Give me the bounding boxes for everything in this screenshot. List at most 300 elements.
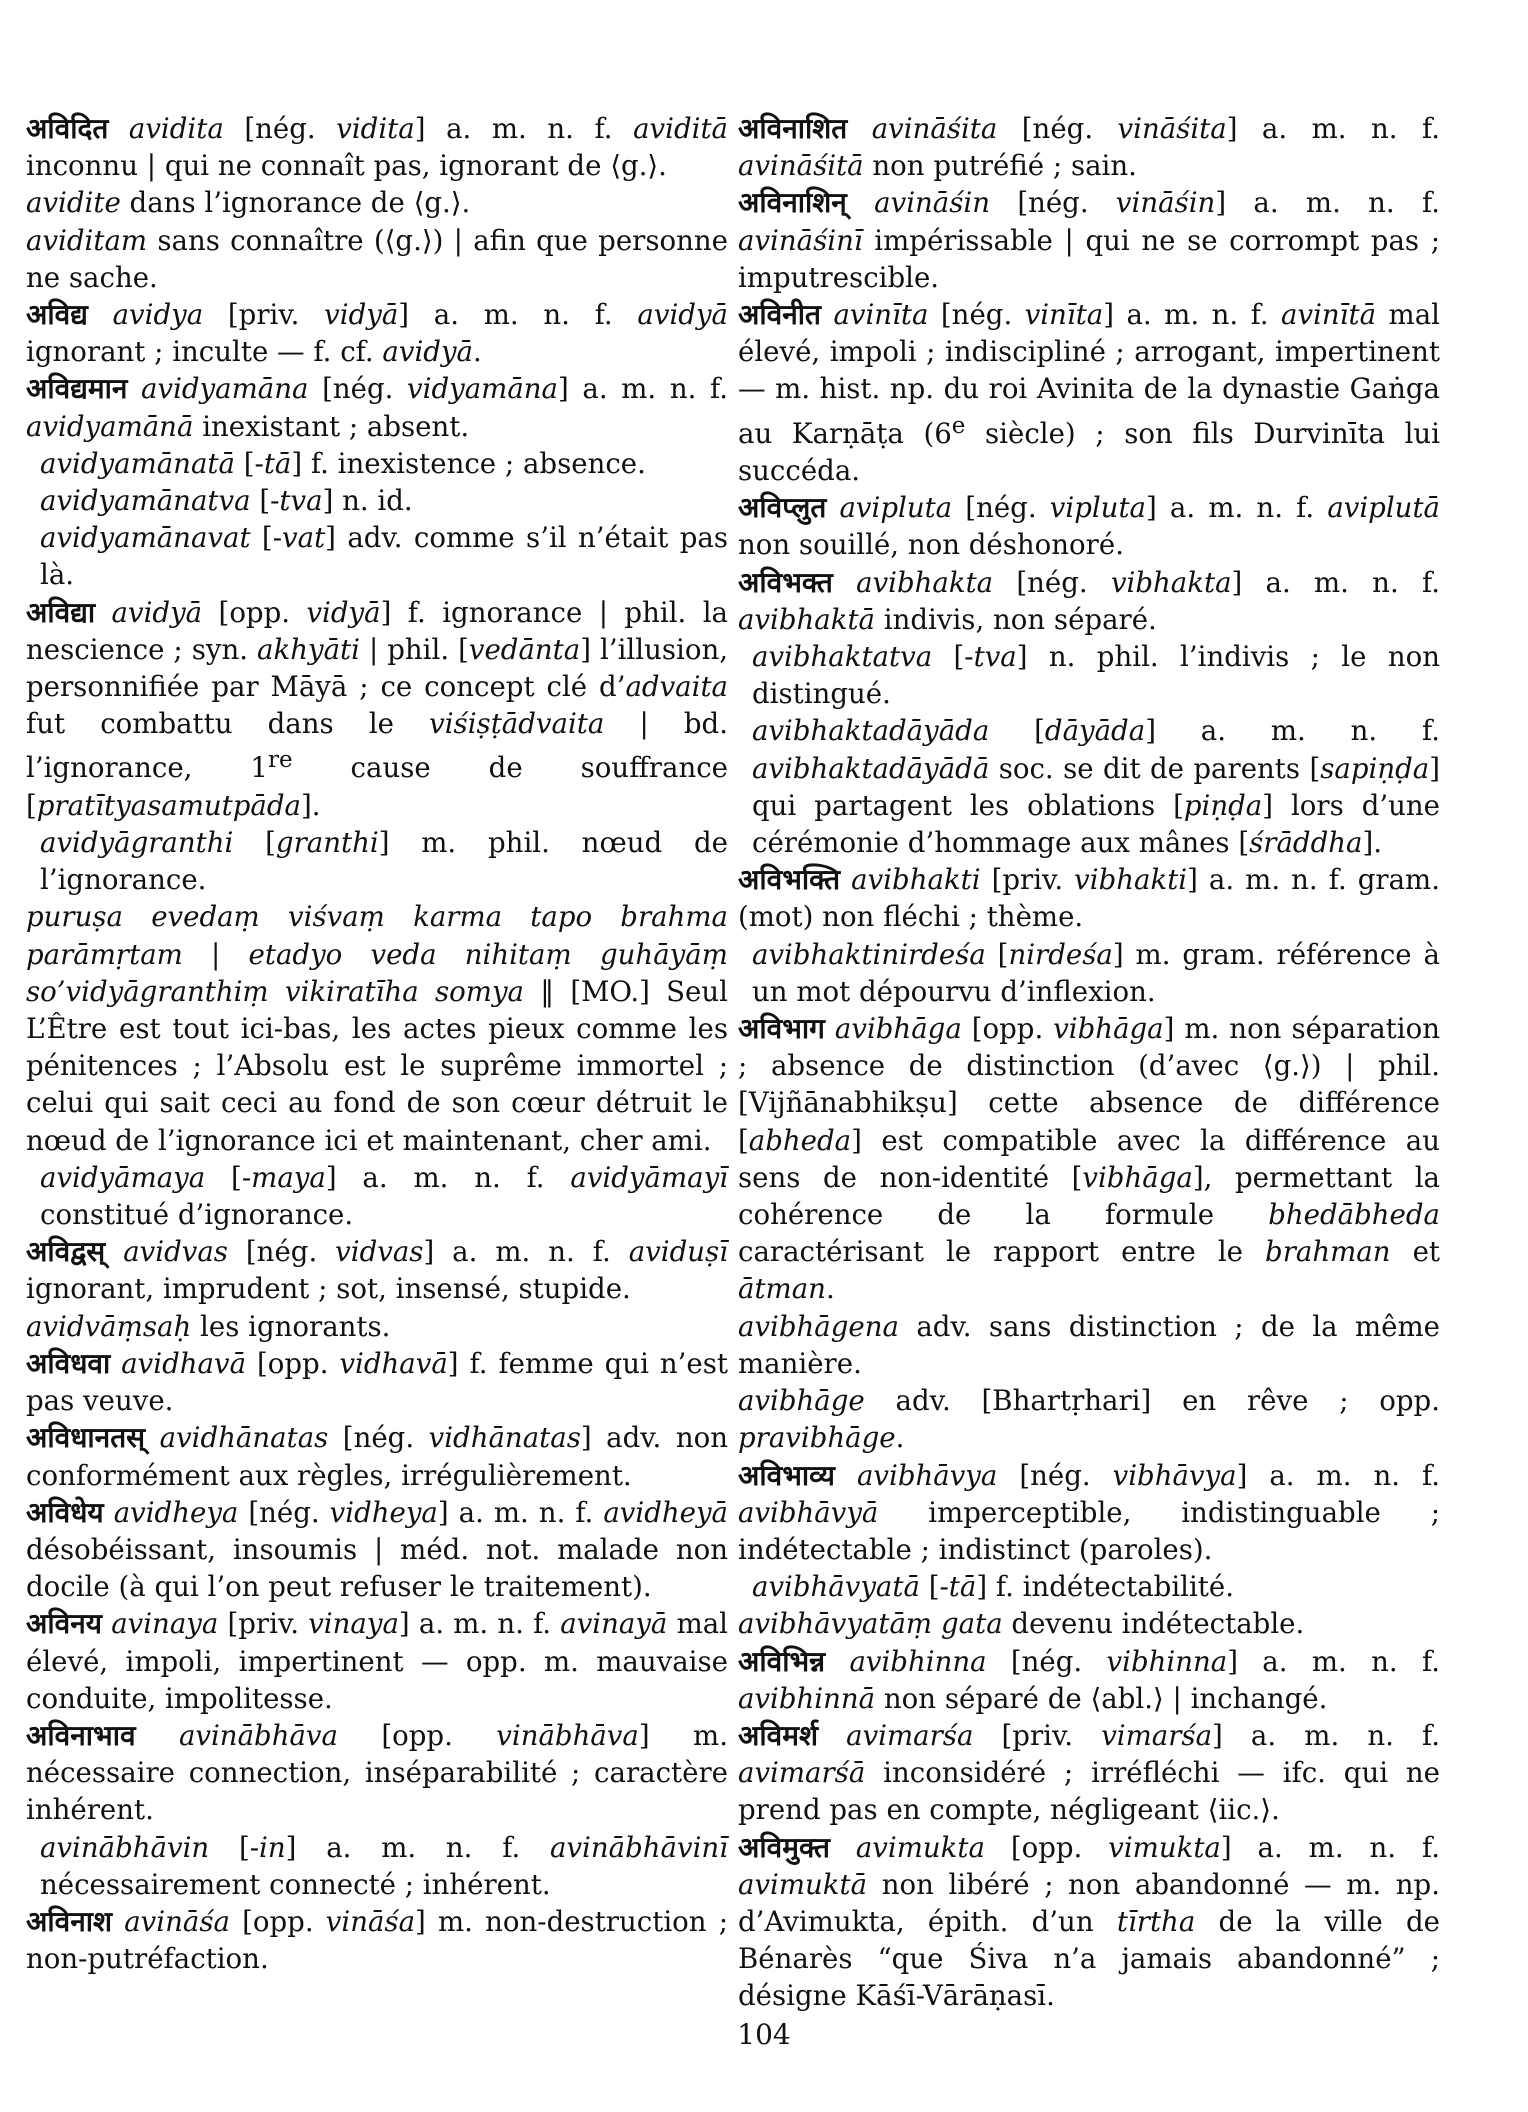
dictionary-entry <box>738 1643 1440 1717</box>
entry-text <box>830 1831 856 1864</box>
entry-text: [nég. <box>227 1235 336 1269</box>
entry-text: ]. <box>1362 826 1383 860</box>
italic-text: akhyāti <box>257 632 360 666</box>
entry-text <box>833 566 856 599</box>
dictionary-entry <box>26 1494 728 1606</box>
dictionary-subentry <box>738 712 1440 861</box>
entry-text: ] a. m. n. f. <box>1103 298 1282 332</box>
entry-text: [- <box>205 1160 252 1194</box>
devanagari-headword: अविनाशिन् <box>738 186 847 220</box>
entry-text: désobéissant, insoumis | méd. not. malade non docile (à qui l’on peut refuser le traitement). <box>26 1532 728 1604</box>
italic-text: advaita <box>625 670 728 704</box>
devanagari-headword: अविभिन्न <box>738 1644 826 1678</box>
dictionary-entry <box>738 489 1440 563</box>
entry-text: ] f. inexistence ; absence. <box>291 446 646 480</box>
italic-text: śrāddha <box>1249 826 1363 860</box>
entry-text <box>840 863 851 896</box>
entry-text: indivis, non séparé. <box>875 602 1157 636</box>
italic-text: avinābhāvin <box>40 1830 210 1864</box>
dictionary-entry <box>26 110 728 184</box>
entry-text: non libéré ; non abandonné — m. np. d’Avimukta, épith. d’un <box>738 1867 1440 1938</box>
italic-text: avimarśa <box>846 1718 974 1752</box>
entry-text: [opp. <box>229 1904 326 1938</box>
entry-text: ] a. m. n. f. <box>1145 714 1440 748</box>
page-number: 104 <box>737 2018 791 2051</box>
dictionary-entry <box>738 1829 1440 2015</box>
entry-text: ] a. m. n. f. gram. (mot) non fléchi ; thème. <box>738 863 1440 934</box>
entry-text: [nég. <box>986 1644 1107 1678</box>
italic-text: avidyamānatā <box>40 446 235 480</box>
italic-text: vibhāvya <box>1112 1458 1237 1492</box>
dictionary-entry <box>738 564 1440 638</box>
dictionary-entry <box>738 861 1440 935</box>
entry-text: ] m. gram. référence à un mot dépourvu d’inflexion. <box>752 937 1440 1008</box>
devanagari-headword: अविनाश <box>26 1904 113 1938</box>
entry-text: [nég. <box>952 491 1050 525</box>
italic-text: avibhakta <box>856 565 994 599</box>
entry-text: inconsidéré ; irréfléchi — ifc. qui ne prend pas en compte, négligeant ⟨iic.⟩. <box>738 1756 1440 1827</box>
entry-text <box>95 596 111 629</box>
italic-text: tīrtha <box>1116 1904 1196 1938</box>
italic-text: vimarśa <box>1101 1718 1213 1752</box>
entry-text: [ <box>233 826 276 860</box>
entry-text <box>104 1496 114 1529</box>
italic-text: avinābhāvinī <box>550 1830 728 1864</box>
italic-text: tva <box>279 484 323 518</box>
entry-text: caractérisant le rapport entre le <box>738 1235 1266 1269</box>
entry-text: [priv. <box>973 1718 1102 1752</box>
italic-text: nirdeśa <box>1008 937 1113 971</box>
dictionary-subentry <box>26 519 728 593</box>
devanagari-headword: अविद्वस् <box>26 1235 106 1269</box>
entry-text: ] a. m. n. f. <box>1220 1830 1440 1864</box>
entry-text: devenu indétectable. <box>1002 1607 1305 1641</box>
italic-text: aviditam <box>26 223 148 257</box>
entry-text <box>847 112 871 145</box>
entry-text: ] a. m. n. f. <box>1236 1458 1440 1492</box>
italic-text: avidyā <box>111 595 203 629</box>
italic-text: aviplutā <box>1327 491 1440 525</box>
italic-text: vedānta <box>468 632 581 666</box>
entry-text: [- <box>209 1830 260 1864</box>
devanagari-headword: अविद्यमान <box>26 372 128 406</box>
dictionary-entry <box>26 1903 728 1977</box>
devanagari-headword: अविभक्ति <box>738 863 841 897</box>
italic-text: avibhāgena <box>738 1309 899 1343</box>
entry-text: imperceptible, indistinguable ; indétectable ; indistinct (paroles). <box>738 1495 1440 1566</box>
entry-text: [opp. <box>984 1830 1109 1864</box>
italic-text: vidhavā <box>339 1346 448 1380</box>
entry-text: inconnu | qui ne connaît pas, ignorant de ⟨g.⟩. <box>26 149 667 183</box>
entry-text: ] a. m. n. f. <box>423 1235 629 1269</box>
dictionary-entry <box>26 1419 728 1493</box>
italic-text: avināśa <box>124 1904 230 1938</box>
entry-text <box>88 298 113 331</box>
entry-text: ] a. m. n. f. <box>414 112 634 145</box>
entry-text: fut combattu dans le <box>26 707 430 741</box>
entry-text <box>821 298 833 331</box>
italic-text: avidheyā <box>603 1495 728 1529</box>
italic-text: brahman <box>1265 1235 1391 1269</box>
dictionary-subentry <box>26 898 728 1158</box>
italic-text: pratītyasamutpāda <box>36 788 301 822</box>
entry-text: cause de souffrance [ <box>26 751 728 822</box>
entry-text: . <box>825 1272 835 1306</box>
devanagari-headword: अविप्लुत <box>738 491 827 525</box>
italic-text: avimarśā <box>738 1756 866 1790</box>
italic-text: avidyāgranthi <box>40 826 234 860</box>
entry-text: impérissable | qui ne se corrompt pas ; imputrescible. <box>738 223 1440 294</box>
dictionary-subentry <box>26 1829 728 1903</box>
italic-text: vidita <box>336 112 415 145</box>
devanagari-headword: अविदित <box>26 112 109 145</box>
devanagari-headword: अविद्य <box>26 298 88 332</box>
italic-text: avidyamānatva <box>40 484 251 518</box>
italic-text: vidvas <box>335 1235 424 1269</box>
italic-text: granthi <box>275 826 379 860</box>
devanagari-headword: अविभाग <box>738 1012 825 1046</box>
italic-text: vidyā <box>324 298 399 332</box>
italic-text: avibhāvyatā <box>752 1570 920 1604</box>
entry-text: [nég. <box>238 1495 330 1529</box>
entry-text: ] f. ignorance | phil. la nescience ; syn. <box>26 595 728 666</box>
italic-text: avināśinī <box>738 223 863 257</box>
entry-text: [nég. <box>928 298 1025 332</box>
entry-text: [priv. <box>980 863 1075 897</box>
italic-text: puruṣa evedaṃ viśvaṃ karma tapo brahma parāmṛtam | etadyo veda nihitaṃ guhāyāṃ so’vidyāgranthiṃ vikiratīha somya <box>26 900 728 1008</box>
italic-text: avibhāvya <box>856 1458 998 1492</box>
dictionary-entry <box>26 1605 728 1717</box>
dictionary-subentry <box>26 824 728 898</box>
dictionary-entry <box>738 1457 1440 1569</box>
italic-text: avidyāmayī <box>570 1160 728 1194</box>
entry-text <box>825 1012 835 1045</box>
italic-text: vidyamāna <box>407 372 558 406</box>
entry-text: inexistant ; absent. <box>193 409 470 443</box>
entry-text: ], permettant la cohérence de la formule <box>738 1160 1440 1232</box>
dictionary-entry <box>26 1345 728 1419</box>
italic-text: avināśin <box>874 186 991 220</box>
entry-text: adv. [Bhartṛhari] en rêve ; opp. <box>864 1384 1440 1418</box>
italic-text: abheda <box>748 1123 852 1157</box>
devanagari-headword: अविधानतस् <box>26 1421 146 1455</box>
dictionary-entry <box>26 370 728 444</box>
italic-text: avimuktā <box>738 1867 868 1901</box>
italic-text: avibhaktadāyāda <box>752 714 990 748</box>
entry-text: de la ville de Bénarès “que Śiva n’a jamais abandonné” ; désigne Kāśī-Vārāṇasī. <box>738 1904 1440 2013</box>
entry-text: [priv. <box>218 1607 309 1641</box>
entry-text <box>108 112 129 145</box>
italic-text: vināśita <box>1117 112 1227 145</box>
entry-text: ] a. m. n. f. <box>1227 1644 1440 1678</box>
devanagari-headword: अविनाशित <box>738 112 848 145</box>
italic-text: avibhakti <box>851 863 981 897</box>
dictionary-subentry <box>26 1308 728 1345</box>
dictionary-subentry <box>738 1382 1440 1456</box>
entry-text: . <box>473 335 482 369</box>
italic-text: pravibhāge <box>738 1421 896 1455</box>
italic-text: vidyā <box>306 595 381 629</box>
entry-text: ] a. m. n. f. <box>398 298 638 332</box>
dictionary-entry <box>26 296 728 370</box>
dictionary-entry <box>738 1717 1440 1829</box>
italic-text: vipluta <box>1049 491 1146 525</box>
entry-text: ] m. nécessaire connection, inséparabilité ; caractère inhérent. <box>26 1718 728 1827</box>
italic-text: tā <box>948 1570 977 1604</box>
superscript-text: re <box>267 747 293 774</box>
devanagari-headword: अविनय <box>26 1607 102 1641</box>
entry-text: soc. se dit de parents [ <box>989 751 1321 785</box>
italic-text: avibhāvyā <box>738 1495 879 1529</box>
entry-text: [opp. <box>202 595 307 629</box>
entry-text: ignorant, imprudent ; sot, insensé, stupide. <box>26 1272 631 1306</box>
devanagari-headword: अविमर्श <box>738 1718 818 1752</box>
entry-text <box>102 1607 111 1640</box>
italic-text: bhedābheda <box>1268 1198 1440 1232</box>
italic-text: avidyā <box>382 335 473 369</box>
italic-text: avibhaktā <box>738 602 876 636</box>
italic-text: vibhakti <box>1074 863 1188 897</box>
entry-text: ] n. phil. l’indivis ; le non distingué. <box>752 640 1440 711</box>
entry-text: [nég. <box>328 1421 429 1455</box>
entry-text: [nég. <box>997 1458 1113 1492</box>
devanagari-headword: अविभक्त <box>738 565 833 599</box>
entry-text <box>818 1719 846 1752</box>
entry-text: non séparé de ⟨abl.⟩ | inchangé. <box>875 1681 1328 1715</box>
entry-text: mal élevé, impoli ; indiscipliné ; arrogant, impertinent — m. hist. np. du roi Avinita de la dynastie Gaṅga au Karṇāṭa (6 <box>738 298 1440 450</box>
entry-text: . <box>895 1421 905 1455</box>
entry-text <box>127 372 141 405</box>
entry-text: ] a. m. n. f. <box>1231 565 1440 599</box>
entry-text: ] m. non-destruction ; non-putréfaction. <box>26 1904 728 1976</box>
entry-text: ] a. m. n. f. <box>325 1160 571 1194</box>
devanagari-headword: अविनीत <box>738 298 821 332</box>
dictionary-entry <box>26 1717 728 1829</box>
italic-text: viśiṣṭādvaita <box>429 707 605 741</box>
italic-text: avidhānatas <box>159 1421 329 1455</box>
italic-text: vibhinna <box>1106 1644 1228 1678</box>
italic-text: avidita <box>128 112 224 145</box>
devanagari-headword: अविधवा <box>26 1346 111 1380</box>
entry-text <box>112 1905 124 1938</box>
entry-text: [priv. <box>203 298 325 332</box>
dictionary-entry <box>738 296 1440 489</box>
italic-text: avibhāga <box>834 1012 962 1046</box>
entry-text: ] f. femme qui n’est pas veuve. <box>26 1346 728 1418</box>
italic-text: avidyāmaya <box>40 1160 206 1194</box>
dictionary-entry <box>738 184 1440 296</box>
entry-text: constitué d’ignorance. <box>40 1198 354 1232</box>
dictionary-subentry <box>26 184 728 221</box>
italic-text: tā <box>263 446 292 480</box>
italic-text: avinītā <box>1281 298 1377 332</box>
italic-text: avinayā <box>560 1607 668 1641</box>
dictionary-entry <box>738 1010 1440 1308</box>
entry-text: ] a. m. n. f. <box>398 1607 561 1641</box>
entry-text: ] lors d’une cérémonie d’hommage aux mânes [ <box>752 788 1441 860</box>
dictionary-subentry <box>26 482 728 519</box>
entry-text <box>105 1235 123 1268</box>
italic-text: avidite <box>26 186 121 220</box>
italic-text: aviduṣī <box>628 1235 728 1269</box>
italic-text: vibhāga <box>1082 1160 1193 1194</box>
italic-text: avibhaktatva <box>752 640 933 674</box>
italic-text: avidvas <box>123 1235 228 1269</box>
entry-text <box>110 1347 121 1380</box>
italic-text: avidyamānavat <box>40 521 251 555</box>
italic-text: ātman <box>738 1272 826 1306</box>
entry-text <box>825 1645 849 1678</box>
entry-text: [- <box>932 640 974 674</box>
entry-text: nécessairement connecté ; inhérent. <box>40 1867 551 1901</box>
italic-text: dāyāda <box>1044 714 1146 748</box>
dictionary-subentry <box>738 638 1440 712</box>
italic-text: vidheya <box>329 1495 438 1529</box>
entry-text: [- <box>234 446 264 480</box>
italic-text: avinaya <box>111 1607 219 1641</box>
italic-text: avinīta <box>833 298 929 332</box>
italic-text: avināśitā <box>738 149 864 183</box>
entry-text: ] a. m. n. f. <box>1146 491 1328 525</box>
italic-text: sapiṇḍa <box>1320 751 1430 785</box>
entry-text: [ <box>985 937 1009 971</box>
dictionary-subentry <box>738 1605 1440 1642</box>
entry-text <box>835 1459 857 1492</box>
entry-text: [opp. <box>246 1346 340 1380</box>
entry-text: ]. <box>300 788 321 822</box>
italic-text: avibhāge <box>738 1384 865 1418</box>
entry-text: | bd. l’ignorance, 1 <box>26 707 728 785</box>
italic-text: piṇḍa <box>1183 788 1263 822</box>
entry-text: [ <box>989 714 1045 748</box>
entry-text: mal élevé, impoli, impertinent — opp. m. mauvaise conduite, impolitesse. <box>26 1607 729 1715</box>
entry-text: | phil. [ <box>359 632 469 666</box>
right-column <box>738 110 1440 2015</box>
entry-text: ] a. m. n. f. <box>437 1495 604 1529</box>
entry-text: et <box>1390 1235 1440 1269</box>
italic-text: avidyā <box>637 298 728 332</box>
italic-text: avibhaktadāyādā <box>752 751 990 785</box>
entry-text: [- <box>919 1570 949 1604</box>
entry-text: sans connaître (⟨g.⟩) | afin que personne ne sache. <box>26 223 728 294</box>
entry-text: ] a. m. n. f. <box>1215 186 1440 220</box>
entry-text: [nég. <box>997 112 1118 145</box>
entry-text: ] est compatible avec la différence au sens de non-identité [ <box>738 1123 1440 1194</box>
italic-text: avimukta <box>855 1830 985 1864</box>
entry-text: ] f. indétectabilité. <box>976 1570 1234 1604</box>
italic-text: vat <box>282 521 326 555</box>
italic-text: vibhakta <box>1110 565 1232 599</box>
entry-text: ] a. m. n. f. <box>1212 1718 1440 1752</box>
entry-text: [nég. <box>308 372 408 406</box>
dictionary-entry <box>738 110 1440 184</box>
superscript-text: e <box>951 412 966 439</box>
entry-text: ] m. non séparation ; absence de distinction (d’avec ⟨g.⟩) | phil. [Vijñānabhikṣu] cette absence de différence [ <box>738 1012 1440 1157</box>
entry-text: ] m. phil. nœud de l’ignorance. <box>40 826 728 897</box>
italic-text: vināśa <box>325 1904 416 1938</box>
entry-text: adv. sans distinction ; de la même manière. <box>738 1309 1440 1380</box>
italic-text: avibhaktinirdeśa <box>752 937 986 971</box>
dictionary-subentry <box>26 445 728 482</box>
italic-text: vibhāga <box>1053 1012 1164 1046</box>
dictionary-entry <box>26 594 728 824</box>
devanagari-headword: अविद्या <box>26 595 96 629</box>
entry-text <box>136 1719 179 1752</box>
entry-text: les ignorants. <box>191 1309 391 1343</box>
entry-text: [- <box>250 521 283 555</box>
entry-text: [nég. <box>993 565 1111 599</box>
entry-text: ] qui partagent les oblations [ <box>752 751 1440 822</box>
italic-text: avidyamānā <box>26 409 194 443</box>
italic-text: avidvāṃsaḥ <box>26 1309 192 1343</box>
italic-text: vināśin <box>1115 186 1216 220</box>
entry-text: siècle) ; son fils Durvinīta lui succéda. <box>738 416 1441 488</box>
italic-text: avibhinnā <box>738 1681 876 1715</box>
italic-text: vinaya <box>308 1607 399 1641</box>
entry-text: ] l’illusion, personnifiée par Māyā ; ce concept clé d’ <box>26 632 728 704</box>
entry-text: ] a. m. n. f. <box>285 1830 550 1864</box>
italic-text: in <box>259 1830 286 1864</box>
dictionary-subentry <box>738 936 1440 1010</box>
entry-text: non souillé, non déshonoré. <box>738 528 1124 562</box>
italic-text: avibhinna <box>849 1644 987 1678</box>
italic-text: avidheya <box>113 1495 239 1529</box>
entry-text: ] a. m. n. f. <box>1226 112 1440 145</box>
entry-text: ignorant ; inculte — f. cf. <box>26 335 383 369</box>
dictionary-subentry <box>26 222 728 296</box>
dictionary-entry <box>26 1233 728 1307</box>
entry-text: ] adv. comme s’il n’était pas là. <box>40 521 728 592</box>
entry-text: non putréfié ; sain. <box>863 149 1137 183</box>
entry-text <box>145 1421 160 1454</box>
entry-text: [nég. <box>990 186 1116 220</box>
italic-text: vimukta <box>1108 1830 1221 1864</box>
entry-text <box>847 186 874 219</box>
left-column <box>26 110 728 1977</box>
italic-text: maya <box>251 1160 326 1194</box>
italic-text: aviditā <box>633 112 728 145</box>
entry-text: [nég. <box>223 112 337 145</box>
italic-text: vinābhāva <box>496 1718 639 1752</box>
devanagari-headword: अविभाव्य <box>738 1458 835 1492</box>
devanagari-headword: अविमुक्त <box>738 1830 830 1864</box>
italic-text: avipluta <box>839 491 953 525</box>
entry-text: ‖ [MO.] Seul L’Être est tout ici-bas, les actes pieux comme les pénitences ; l’Absolu est le suprême immortel ; celui qui sait ceci au fond de son cœur détruit le nœud de l’ignorance ici et maintenant, cher ami. <box>26 974 728 1157</box>
italic-text: avināśita <box>871 112 998 145</box>
dictionary-subentry <box>738 1308 1440 1382</box>
italic-text: vidhānatas <box>428 1421 581 1455</box>
italic-text: avinābhāva <box>178 1718 338 1752</box>
italic-text: tva <box>973 640 1017 674</box>
italic-text: vinīta <box>1024 298 1104 332</box>
italic-text: avidhavā <box>121 1346 247 1380</box>
dictionary-subentry <box>738 1568 1440 1605</box>
entry-text: ] a. m. n. f. <box>558 372 728 406</box>
italic-text: avibhāvyatāṃ gata <box>738 1607 1003 1641</box>
entry-text: dans l’ignorance de ⟨g.⟩. <box>120 186 471 220</box>
entry-text: [opp. <box>961 1012 1054 1046</box>
entry-text <box>826 491 839 524</box>
dictionary-subentry <box>26 1159 728 1233</box>
italic-text: avidyamāna <box>141 372 309 406</box>
entry-text: [opp. <box>337 1718 497 1752</box>
italic-text: avidya <box>112 298 204 332</box>
entry-text: ] adv. non conformément aux règles, irrégulièrement. <box>26 1421 728 1492</box>
entry-text: ] n. id. <box>322 484 413 518</box>
entry-text: [- <box>250 484 280 518</box>
devanagari-headword: अविनाभाव <box>26 1718 136 1752</box>
devanagari-headword: अविधेय <box>26 1495 104 1529</box>
